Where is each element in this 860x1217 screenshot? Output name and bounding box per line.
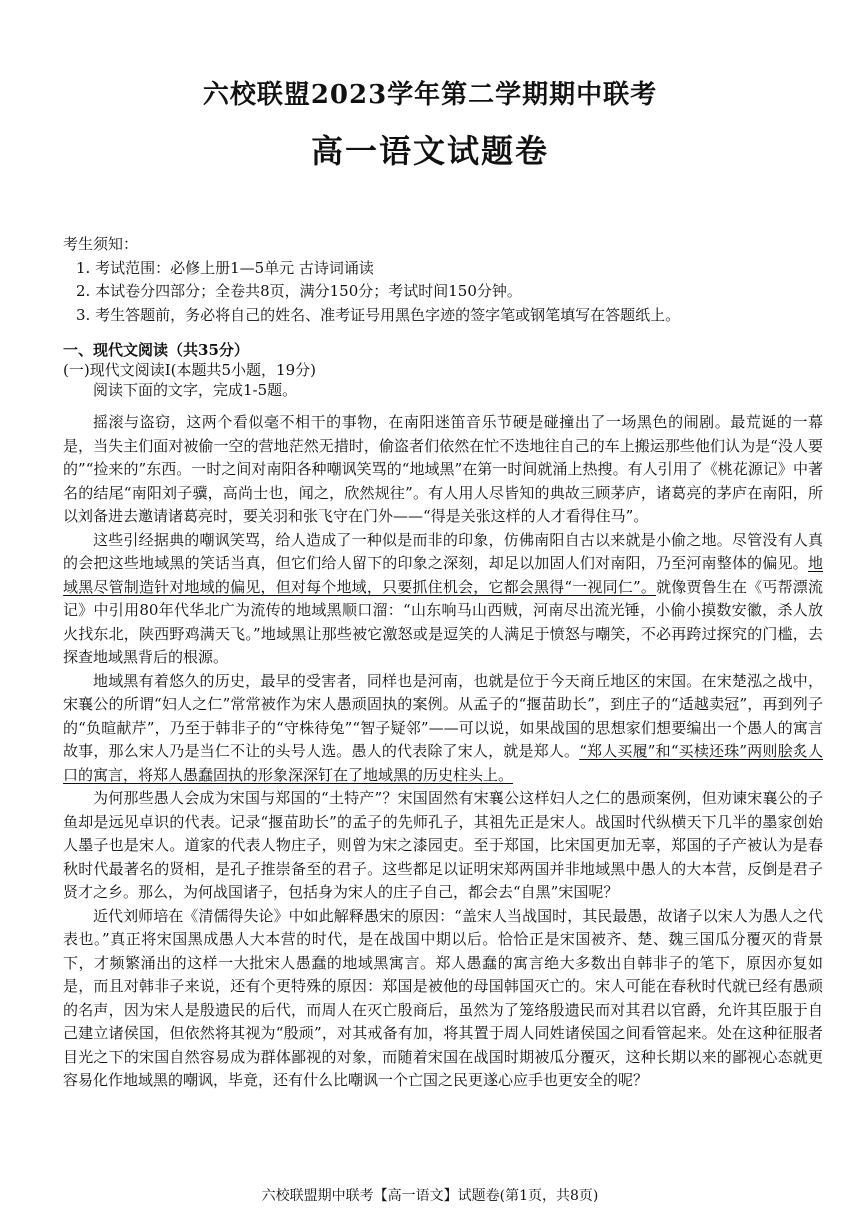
passage-paragraph: 摇滚与盗窃，这两个看似毫不相干的事物，在南阳迷笛音乐节硬是碰撞出了一场黑色的闹剧。最荒诞的一幕是，当失主们面对被偷一空的营地茫然无措时，偷盗者们依然在忙不迭地往自己的车上搬运那些他们认为是“没人要的”“捡来的”东西。一时之间对南阳各种嘲讽笑骂的“地域黑”在第一时间就涌上热搜。有人引用了《桃花源记》中著名的结尾“南阳刘子骥，高尚士也，闻之，欣然规往”。有人用人尽皆知的典故三顾茅庐，诸葛亮的茅庐在南阳，所以刘备进去邀请诸葛亮时，要关羽和张飞守在门外——“得是关张这样的人才看得住马”。 — [63, 413, 823, 525]
notice-item: 1. 考试范围：必修上册1—5单元 古诗词诵读 — [76, 258, 374, 277]
passage-paragraph: 为何那些愚人会成为宋国与郑国的“土特产”？宋国固然有宋襄公这样妇人之仁的愚顽案例，但劝谏宋襄公的子鱼却是远见卓识的代表。记录“揠苗助长”的孟子的先师孔子，其祖先正是宋人。战国时代纵横天下几半的墨家创始人墨子也是宋人。道家的代表人物庄子，则曾为宋之漆园吏。至于郑国，比宋国更加无辜，郑国的子产被认为是春秋时代最著名的贤相，是孔子推崇备至的君子。这些都足以证明宋郑两国并非地域黑中愚人的大本营，反倒是君子贤才之乡。那么，为何战国诸子，包括身为宋人的庄子自己，都会去“自黑”宋国呢？ — [63, 789, 823, 901]
passage-text: 地域黑有着悠久的历史，最早的受害者，同样也是河南，也就是位于今天商丘地区的宋国。在宋楚泓之战中，宋襄公的所谓“妇人之仁”常常被作为宋人愚顽固执的案例。从孟子的“揠苗助长”，到庄子的“适越卖冠”，再到列子的“负暄献芹”，乃至于韩非子的“守株待兔”“智子疑邻”——可以说，如果战国的思想家们想要编出一个愚人的寓言故事，那么宋人乃是当仁不让的头号人选。愚人的代表除了宋人，就是郑人。 — [63, 671, 823, 760]
notice-item: 2. 本试卷分四部分；全卷共8页，满分150分；考试时间150分钟。 — [76, 282, 522, 300]
section-header — [63, 340, 823, 400]
passage-paragraph — [63, 670, 823, 788]
passage-text: 就像贾鲁生在《丐帮漂流记》中引用80年代华北广为流传的地域黑顺口溜：“山东响马山西贼，河南尽出流光锤，小偷小摸数安徽，杀人放火找东北，陕西野鸡满天飞。”地域黑让那些被它激怒或是逗笑的人满足于愤怒与嘲笑，不必再跨过探究的门槛，去探查地域黑背后的根源。 — [63, 577, 823, 666]
paper-title: 高一语文试题卷 — [310, 132, 549, 170]
passage-paragraph — [63, 529, 823, 670]
notice-heading: 考生须知： — [63, 235, 139, 253]
page-footer: 六校联盟期中联考【高一语文】试题卷(第1页，共8页) — [261, 1188, 599, 1204]
passage-text: 这些引经据典的嘲讽笑骂，给人造成了一种似是而非的印象，仿佛南阳自古以来就是小偷之地。尽管没有人真的会把这些地域黑的笑话当真，但它们给人留下的印象之深刻，却足以加固人们对南阳，乃至河南整体的偏见。 — [63, 530, 823, 572]
passage-paragraph: 近代刘师培在《清儒得失论》中如此解释愚宋的原因：“盖宋人当战国时，其民最愚，故诸子以宋人为愚人之代表也。”真正将宋国黑成愚人大本营的时代，是在战国中期以后。恰恰正是宋国被齐、楚、魏三国瓜分覆灭的背景下，才频繁涌出的这样一大批宋人愚蠢的地域黑寓言。郑人愚蠢的寓言绝大多数出自韩非子的笔下，原因亦复如是，而且对韩非子来说，还有个更特殊的原因：郑国是被他的母国韩国灭亡的。宋人可能在春秋时代就已经有愚顽的名声，因为宋人是殷遗民的后代，而周人在灭亡殷商后，虽然为了笼络殷遗民而对其君以官爵，允许其臣服于自己建立诸侯国，但依然将其视为“殷顽”，对其戒备有加，将其置于周人同姓诸侯国之间看管起来。处在这种征服者目光之下的宋国自然容易成为群体鄙视的对象，而随着宋国在战国时期被瓜分覆灭，这种长期以来的鄙视心态就更容易化作地域黑的嘲讽，毕竟，还有什么比嘲讽一个亡国之民更遂心应手也更安全的呢？ — [63, 906, 823, 1089]
reading-instruction: 阅读下面的文字，完成1-5题。 — [93, 381, 298, 399]
candidate-notice — [63, 233, 823, 327]
part-heading: 一、现代文阅读（共35分） — [63, 341, 249, 359]
exam-title: 六校联盟2023学年第二学期期中联考 — [202, 80, 658, 110]
underlined-sentence: “郑人买履”和“买椟还珠”两则脍炙人口的寓言，将郑人愚蠢固执的形象深深钉在了地域黑的历史柱头上。 — [63, 742, 823, 784]
underlined-sentence: 地域黑尽管制造针对地域的偏见，但对每个地域，只要抓住机会，它都会黑得“一视同仁”。 — [63, 554, 823, 596]
reading-passage — [63, 411, 823, 1093]
sub-heading: (一)现代文阅读Ⅰ(本题共5小题，19分) — [63, 361, 316, 379]
notice-item: 3. 考生答题前，务必将自己的姓名、准考证号用黑色字迹的签字笔或钢笔填写在答题纸上。 — [76, 305, 681, 324]
